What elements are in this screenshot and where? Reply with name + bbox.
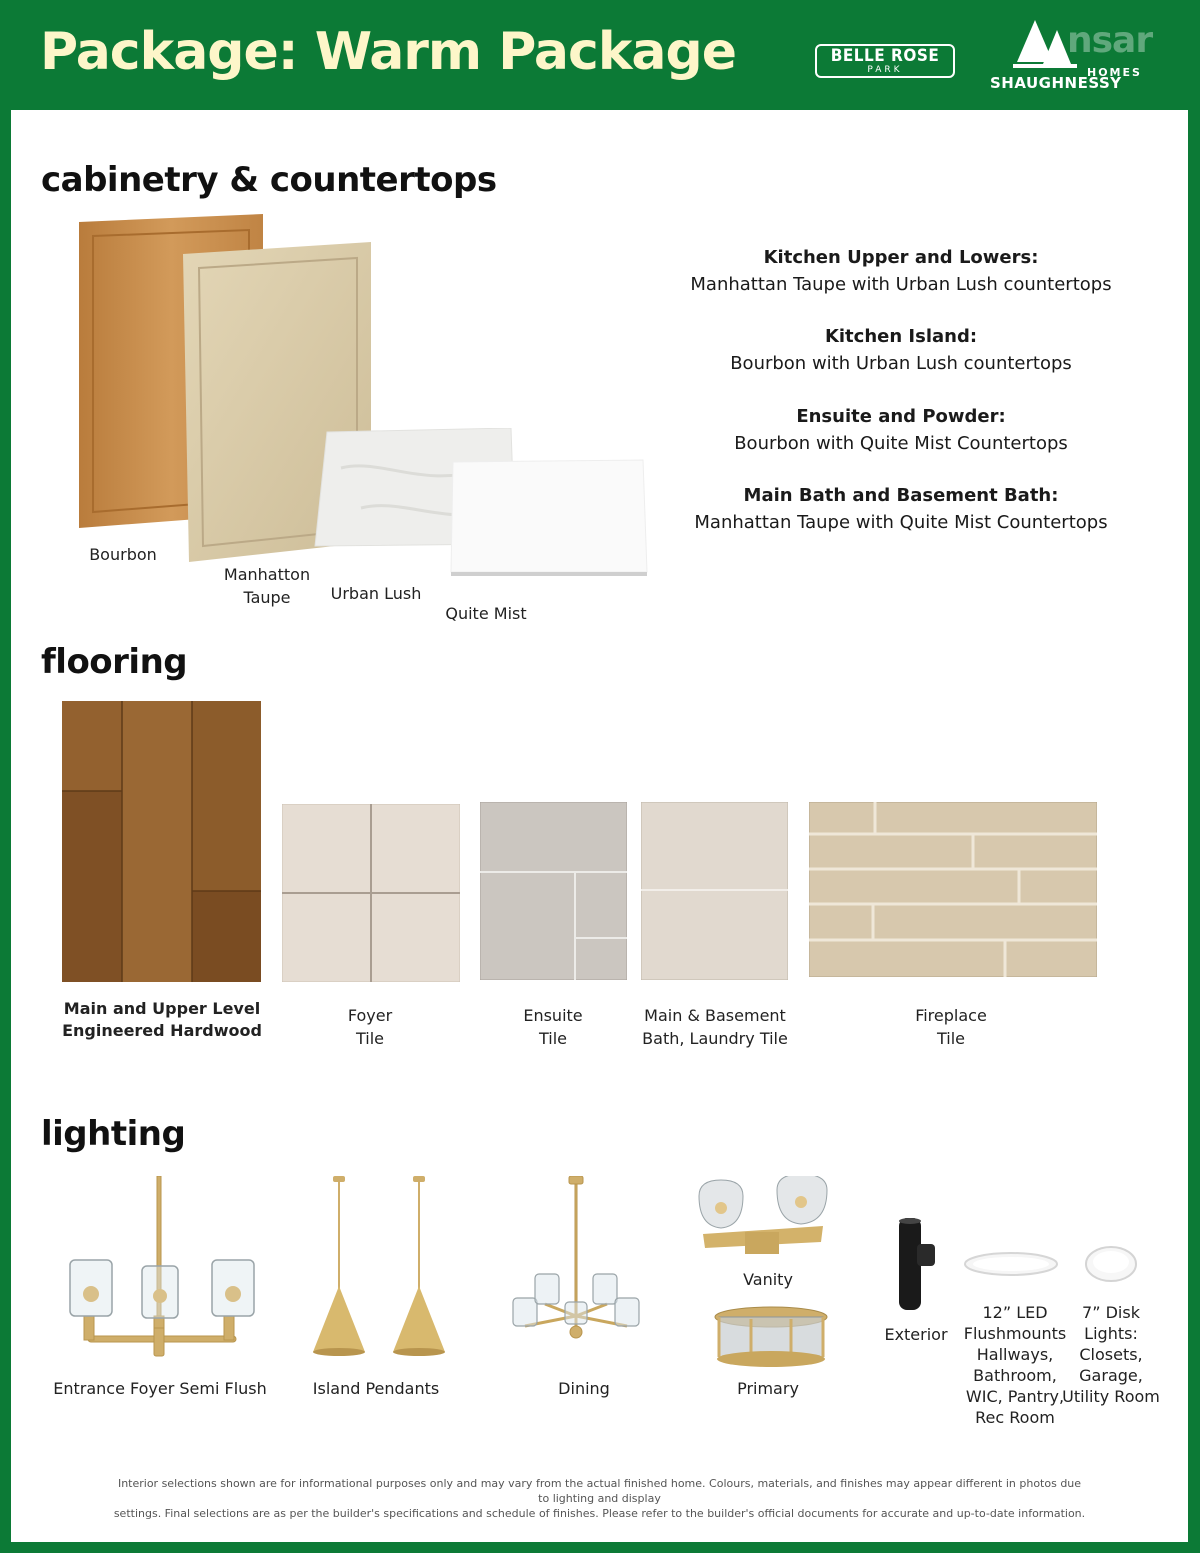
spec-value: Manhattan Taupe with Quite Mist Countertops bbox=[694, 512, 1108, 533]
belle-rose-park-logo bbox=[815, 44, 955, 78]
spec-kitchen-island bbox=[681, 323, 1121, 377]
primary-label: Primary bbox=[737, 1379, 799, 1398]
bourbon-label: Bourbon bbox=[89, 545, 157, 564]
nsar-watermark: nsar bbox=[1067, 20, 1153, 61]
ensuite-tile-label-line2: Tile bbox=[538, 1029, 567, 1048]
exterior-sconce-fixture-icon bbox=[891, 1214, 941, 1314]
island-pendants-fixture-icon bbox=[307, 1176, 457, 1366]
spec-value: Bourbon with Urban Lush countertops bbox=[730, 353, 1072, 374]
page-header bbox=[0, 0, 1200, 110]
belle-rose-logo-subtext: PARK bbox=[867, 65, 903, 75]
primary-flushmount-fixture-icon bbox=[711, 1305, 831, 1371]
content-panel bbox=[11, 110, 1188, 1542]
disk-light-label bbox=[1059, 1302, 1163, 1407]
page-title: Package: Warm Package bbox=[40, 22, 737, 82]
dining-chandelier-fixture-icon bbox=[505, 1176, 665, 1356]
tree-logo-icon bbox=[1005, 16, 1085, 74]
lighting-section-title: lighting bbox=[41, 1114, 186, 1154]
entrance-semi-flush-fixture-icon bbox=[64, 1176, 256, 1366]
led-label-line: Flushmounts bbox=[963, 1324, 1067, 1343]
fireplace-tile-label-line2: Tile bbox=[936, 1029, 965, 1048]
bath-laundry-tile-label-line2: Bath, Laundry Tile bbox=[642, 1029, 788, 1048]
hardwood-label-line1: Main and Upper Level bbox=[63, 999, 261, 1018]
disclaimer-line: settings. Final selections are as per the builder's specifications and schedule of finishes. Please refer to the builder's official documents for accurate and up-to-date information. bbox=[113, 1507, 1086, 1520]
spec-heading: Ensuite and Powder: bbox=[796, 406, 1006, 427]
disk-label-line: Garage, bbox=[1079, 1366, 1143, 1385]
spec-value: Manhattan Taupe with Urban Lush countertops bbox=[690, 274, 1112, 295]
disk-light-fixture-icon bbox=[1083, 1244, 1139, 1284]
cabinetry-section-title: cabinetry & countertops bbox=[41, 160, 497, 200]
led-label-line: Bathroom, bbox=[973, 1366, 1057, 1385]
foyer-tile-label-line1: Foyer bbox=[347, 1006, 393, 1025]
led-label-line: Hallways, bbox=[976, 1345, 1054, 1364]
bath-laundry-tile-label-line1: Main & Basement bbox=[644, 1006, 786, 1025]
quite-mist-countertop-swatch bbox=[447, 458, 651, 580]
belle-rose-logo-text: BELLE ROSE bbox=[830, 46, 940, 66]
spec-main-basement-bath bbox=[681, 482, 1121, 536]
disk-label-line: Closets, bbox=[1079, 1345, 1143, 1364]
dining-label: Dining bbox=[558, 1379, 610, 1398]
manhatton-taupe-label-line1: Manhatton bbox=[223, 565, 311, 584]
disk-label-line: Lights: bbox=[1084, 1324, 1138, 1343]
foyer-tile-label-line2: Tile bbox=[355, 1029, 384, 1048]
quite-mist-label: Quite Mist bbox=[445, 604, 527, 623]
hardwood-floor-swatch bbox=[62, 701, 261, 982]
led-label-line: WIC, Pantry, bbox=[965, 1387, 1065, 1406]
shaughnessy-name-text: SHAUGHNESSY bbox=[990, 74, 1122, 92]
bath-laundry-tile-swatch bbox=[641, 802, 788, 980]
shaughnessy-homes-logo bbox=[985, 16, 1185, 96]
fireplace-tile-swatch bbox=[809, 802, 1097, 977]
entrance-foyer-label: Entrance Foyer Semi Flush bbox=[53, 1379, 267, 1398]
hardwood-label-line2: Engineered Hardwood bbox=[62, 1021, 262, 1040]
spec-heading: Kitchen Upper and Lowers: bbox=[763, 247, 1039, 268]
shaughnessy-homes-text: HOMES bbox=[1087, 66, 1142, 79]
led-label-line: 12” LED bbox=[982, 1303, 1048, 1322]
exterior-label: Exterior bbox=[884, 1325, 948, 1344]
disclaimer-line: Interior selections shown are for informational purposes only and may vary from the actual finished home. Colours, materials, and finishes may appear different in photos due to lighting and display bbox=[117, 1477, 1082, 1505]
island-pendants-label: Island Pendants bbox=[312, 1379, 440, 1398]
manhatton-taupe-label-line2: Taupe bbox=[243, 588, 291, 607]
led-flushmount-fixture-icon bbox=[961, 1250, 1061, 1278]
vanity-label: Vanity bbox=[743, 1270, 793, 1289]
spec-ensuite-powder bbox=[681, 403, 1121, 457]
led-flushmount-label bbox=[955, 1302, 1075, 1428]
ensuite-tile-swatch bbox=[480, 802, 627, 980]
ensuite-tile-label-line1: Ensuite bbox=[523, 1006, 583, 1025]
disk-label-line: Utility Room bbox=[1062, 1387, 1160, 1406]
disclaimer-text bbox=[111, 1476, 1088, 1521]
led-label-line: Rec Room bbox=[975, 1408, 1055, 1427]
spec-heading: Main Bath and Basement Bath: bbox=[743, 485, 1059, 506]
foyer-tile-swatch bbox=[282, 804, 460, 982]
flooring-section-title: flooring bbox=[41, 642, 188, 682]
disk-label-line: 7” Disk bbox=[1082, 1303, 1140, 1322]
spec-value: Bourbon with Quite Mist Countertops bbox=[734, 433, 1068, 454]
spec-kitchen-upper-lowers bbox=[681, 244, 1121, 298]
vanity-light-fixture-icon bbox=[693, 1176, 833, 1260]
fireplace-tile-label-line1: Fireplace bbox=[915, 1006, 987, 1025]
urban-lush-label: Urban Lush bbox=[330, 584, 422, 603]
spec-heading: Kitchen Island: bbox=[824, 326, 978, 347]
